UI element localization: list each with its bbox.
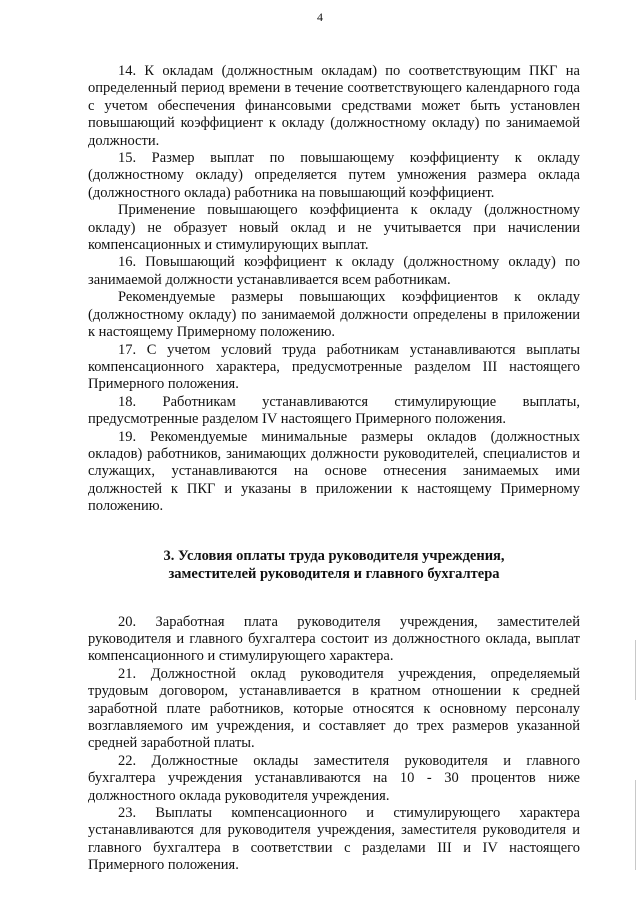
section-title-line-1: 3. Условия оплаты труда руководителя учреждения, (163, 547, 505, 564)
section-3-title (88, 547, 580, 583)
scan-edge-mark (635, 780, 636, 870)
paragraph-20: 20. Заработная плата руководителя учреждения, заместителей руководителя и главного бухгалтера состоит из должностного оклада, выплат компенсационного и стимулирующего характера. (88, 613, 580, 665)
paragraph-16: 16. Повышающий коэффициент к окладу (должностному окладу) по занимаемой должности устанавливается всем работникам. (88, 254, 580, 288)
paragraph-17: 17. С учетом условий труда работникам устанавливаются выплаты компенсационного характера, предусмотренные разделом III настоящего Примерного положения. (88, 341, 580, 393)
paragraph-18: 18. Работникам устанавливаются стимулирующие выплаты, предусмотренные разделом IV настоящего Примерного положения. (88, 393, 580, 428)
page-number: 4 (317, 10, 323, 24)
paragraph-16-note: Рекомендуемые размеры повышающих коэффициентов к окладу (должностному окладу) по занимаемой должности определены в приложении к настоящему Примерному положению. (88, 289, 580, 341)
paragraph-14: 14. К окладам (должностным окладам) по соответствующим ПКГ на определенный период времени в течение соответствующего календарного года с учетом обеспечения финансовыми средствами может быть установлен повышающий коэффициент к окладу (должностному окладу) по занимаемой должности. (88, 63, 580, 149)
paragraph-15: 15. Размер выплат по повышающему коэффициенту к окладу (должностному окладу) определяется путем умножения размера оклада (должностного оклада) работника на повышающий коэффициент. (88, 150, 580, 201)
paragraph-15-note: Применение повышающего коэффициента к окладу (должностному окладу) не образует новый оклад и не учитывается при начислении компенсационных и стимулирующих выплат. (88, 202, 580, 254)
scan-edge-mark (635, 640, 636, 700)
paragraph-22: 22. Должностные оклады заместителя руководителя и главного бухгалтера учреждения устанавливаются на 10 - 30 процентов ниже должностного оклада руководителя учреждения. (88, 752, 580, 804)
paragraph-23: 23. Выплаты компенсационного и стимулирующего характера устанавливаются для руководителя учреждения, заместителя руководителя и главного бухгалтера в соответствии с разделами III и IV настоящего Примерного положения. (88, 805, 580, 874)
paragraph-21: 21. Должностной оклад руководителя учреждения, определяемый трудовым договором, устанавливается в кратном отношении к средней заработной плате работников, которые относятся к основному персоналу возглавляемого им учреждения, и составляет до трех размеров указанной средней заработной платы. (88, 665, 580, 752)
paragraph-19: 19. Рекомендуемые минимальные размеры окладов (должностных окладов) работников, занимающих должности руководителей, специалистов и служащих, устанавливаются на основе отнесения занимаемых ими должностей к ПКГ и указаны в приложении к настоящему Примерному положению. (88, 428, 580, 515)
section-title-line-2: заместителей руководителя и главного бухгалтера (168, 565, 500, 582)
document-body (88, 63, 580, 875)
